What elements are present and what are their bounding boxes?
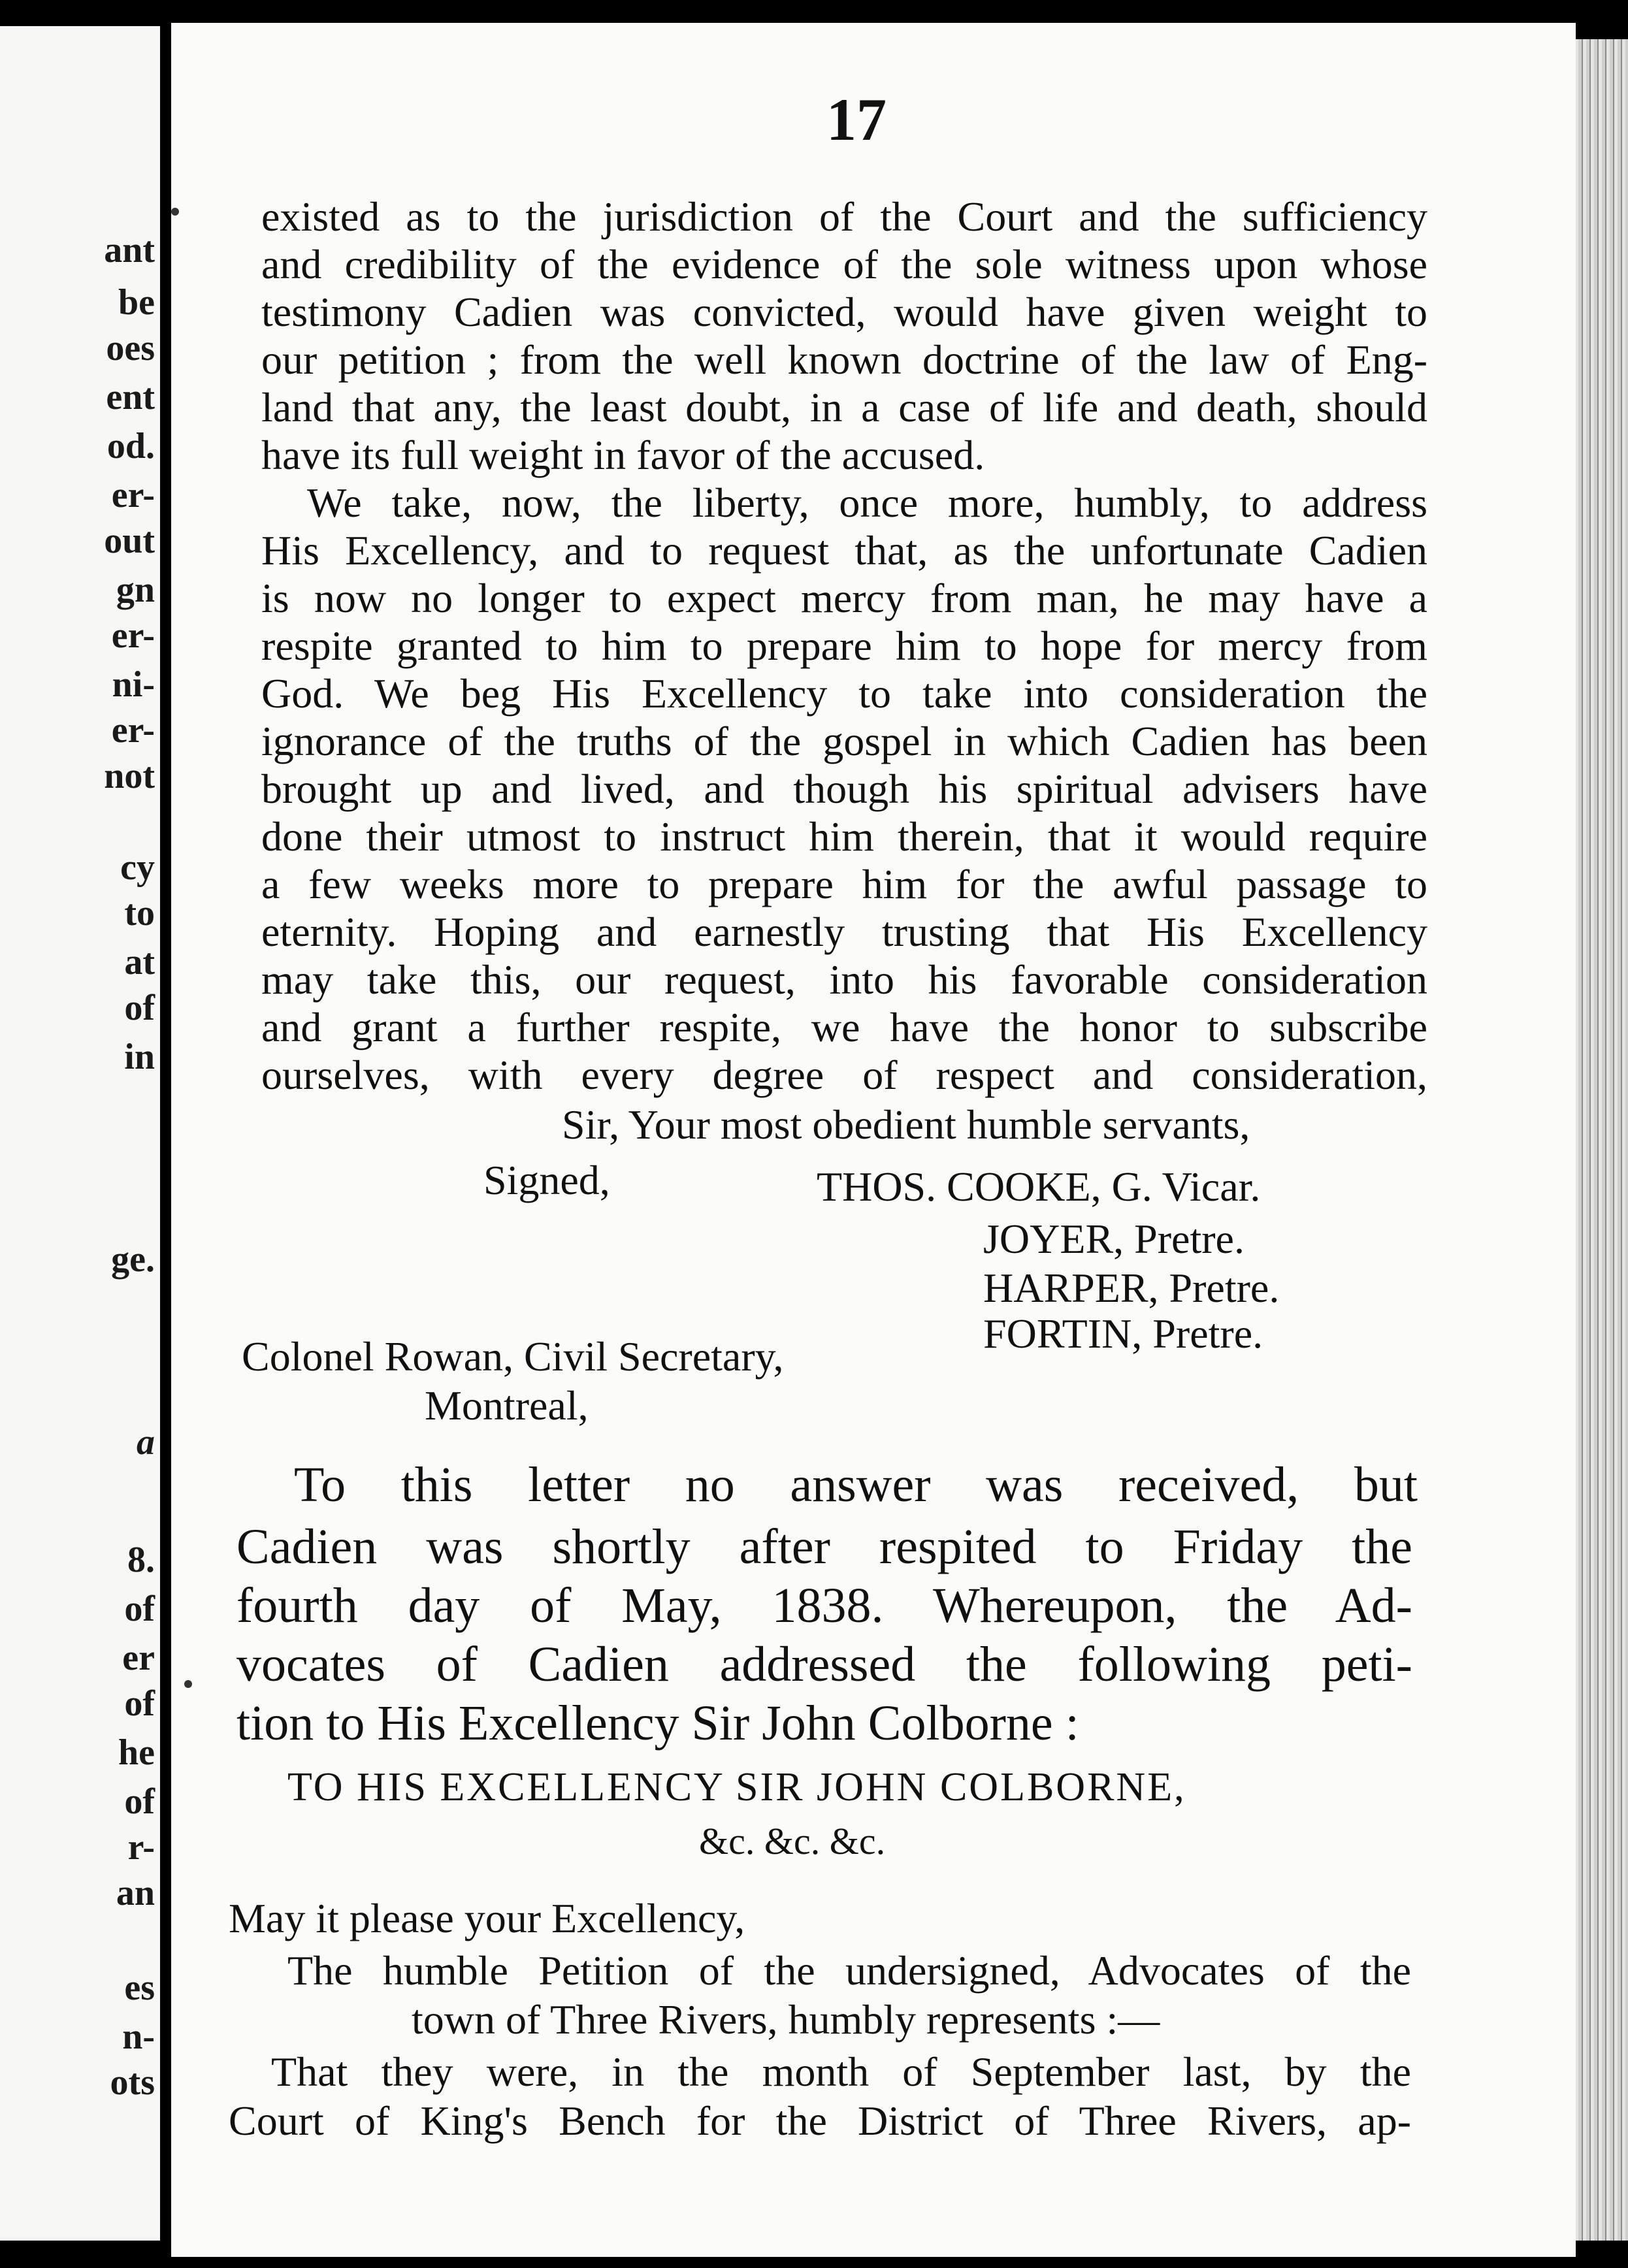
text-line: land that any, the least doubt, in a case of life and death, should (261, 384, 1427, 430)
narrative-line: Cadien was shortly after respited to Friday the (236, 1519, 1412, 1574)
margin-dot (171, 208, 179, 216)
narrative-line: fourth day of May, 1838. Whereupon, the Ad- (236, 1578, 1412, 1633)
petition-heading: TO HIS EXCELLENCY SIR JOHN COLBORNE, (287, 1765, 1186, 1809)
left-fragment: ant (104, 230, 155, 270)
left-fragment: of (124, 988, 155, 1028)
left-fragment: he (118, 1732, 155, 1773)
text-line: brought up and lived, and though his spiritual advisers have (261, 766, 1427, 812)
petition-intro-line: The humble Petition of the undersigned, Advocates of the (287, 1947, 1411, 1994)
left-fragment: ent (106, 377, 155, 417)
signed-label: Signed, (483, 1157, 610, 1203)
text-line: existed as to the jurisdiction of the Court and the sufficiency (261, 193, 1427, 240)
text-line: and credibility of the evidence of the sole witness upon whose (261, 241, 1427, 287)
text-line: God. We beg His Excellency to take into consideration the (261, 670, 1427, 717)
text-line: His Excellency, and to request that, as the unfortunate Cadien (261, 527, 1427, 574)
petition-body-line: That they were, in the month of September last, by the (271, 2049, 1411, 2095)
left-fragment: n- (122, 2017, 155, 2057)
left-fragment: er- (111, 710, 155, 751)
text-line: ourselves, with every degree of respect and consideration, (261, 1052, 1427, 1098)
addressee-line: Montreal, (425, 1382, 589, 1429)
text-line: a few weeks more to prepare him for the awful passage to (261, 861, 1427, 907)
text-line: have its full weight in favor of the accused. (261, 432, 985, 478)
left-fragment: a (137, 1422, 155, 1463)
text-line: respite granted to him to prepare him to hope for mercy from (261, 623, 1427, 669)
left-page-margin (0, 26, 160, 2241)
left-fragment: oes (106, 328, 155, 368)
salutation: May it please your Excellency, (229, 1895, 745, 1941)
left-fragment: er (122, 1638, 155, 1678)
signatory: JOYER, Pretre. (983, 1216, 1245, 1262)
left-fragment: out (104, 521, 155, 561)
signatory: FORTIN, Pretre. (983, 1310, 1263, 1357)
left-fragment: er- (111, 475, 155, 515)
left-fragment: 8. (127, 1540, 155, 1580)
left-fragment: be (118, 282, 155, 323)
left-fragment: of (124, 1781, 155, 1822)
closing-line: Sir, Your most obedient humble servants, (562, 1101, 1250, 1148)
left-fragment: cy (120, 847, 155, 888)
text-line: may take this, our request, into his favorable consideration (261, 956, 1427, 1003)
text-line: eternity. Hoping and earnestly trusting that His Excellency (261, 909, 1427, 955)
left-fragment: es (124, 1968, 155, 2008)
left-fragment: of (124, 1683, 155, 1724)
left-fragment: at (124, 942, 155, 982)
left-fragment: ni- (112, 664, 155, 705)
left-fragment: od. (106, 426, 155, 466)
text-line: our petition ; from the well known doctrine of the law of Eng- (261, 336, 1427, 383)
left-fragment: in (124, 1037, 155, 1077)
text-line: ignorance of the truths of the gospel in which Cadien has been (261, 718, 1427, 764)
text-line: done their utmost to instruct him therein, that it would require (261, 813, 1427, 860)
signatory: THOS. COOKE, G. Vicar. (817, 1163, 1261, 1210)
signatory: HARPER, Pretre. (983, 1265, 1280, 1311)
text-line: We take, now, the liberty, once more, humbly, to address (307, 479, 1427, 526)
left-fragment: gn (116, 570, 155, 610)
left-fragment: r- (127, 1827, 155, 1868)
left-fragment: ge. (111, 1239, 155, 1280)
narrative-line: To this letter no answer was received, but (294, 1457, 1418, 1512)
narrative-line: vocates of Cadien addressed the following peti- (236, 1637, 1412, 1692)
petition-body-line: Court of King's Bench for the District of Three Rivers, ap- (229, 2098, 1411, 2144)
addressee-line: Colonel Rowan, Civil Secretary, (242, 1333, 784, 1380)
left-fragment: to (124, 893, 155, 933)
text-line: testimony Cadien was convicted, would have given weight to (261, 289, 1427, 335)
narrative-line: tion to His Excellency Sir John Colborne : (236, 1696, 1079, 1751)
petition-intro-line: town of Three Rivers, humbly represents :— (412, 1996, 1160, 2043)
left-fragment: ots (110, 2062, 155, 2103)
text-line: and grant a further respite, we have the honor to subscribe (261, 1004, 1427, 1050)
left-fragment: not (104, 756, 155, 796)
petition-etc: &c. &c. &c. (699, 1820, 886, 1862)
left-fragment: of (124, 1589, 155, 1629)
left-fragment: an (116, 1873, 155, 1913)
left-fragment: er- (111, 615, 155, 656)
text-line: is now no longer to expect mercy from man, he may have a (261, 575, 1427, 621)
margin-dot (184, 1680, 192, 1688)
page-number: 17 (826, 86, 887, 153)
